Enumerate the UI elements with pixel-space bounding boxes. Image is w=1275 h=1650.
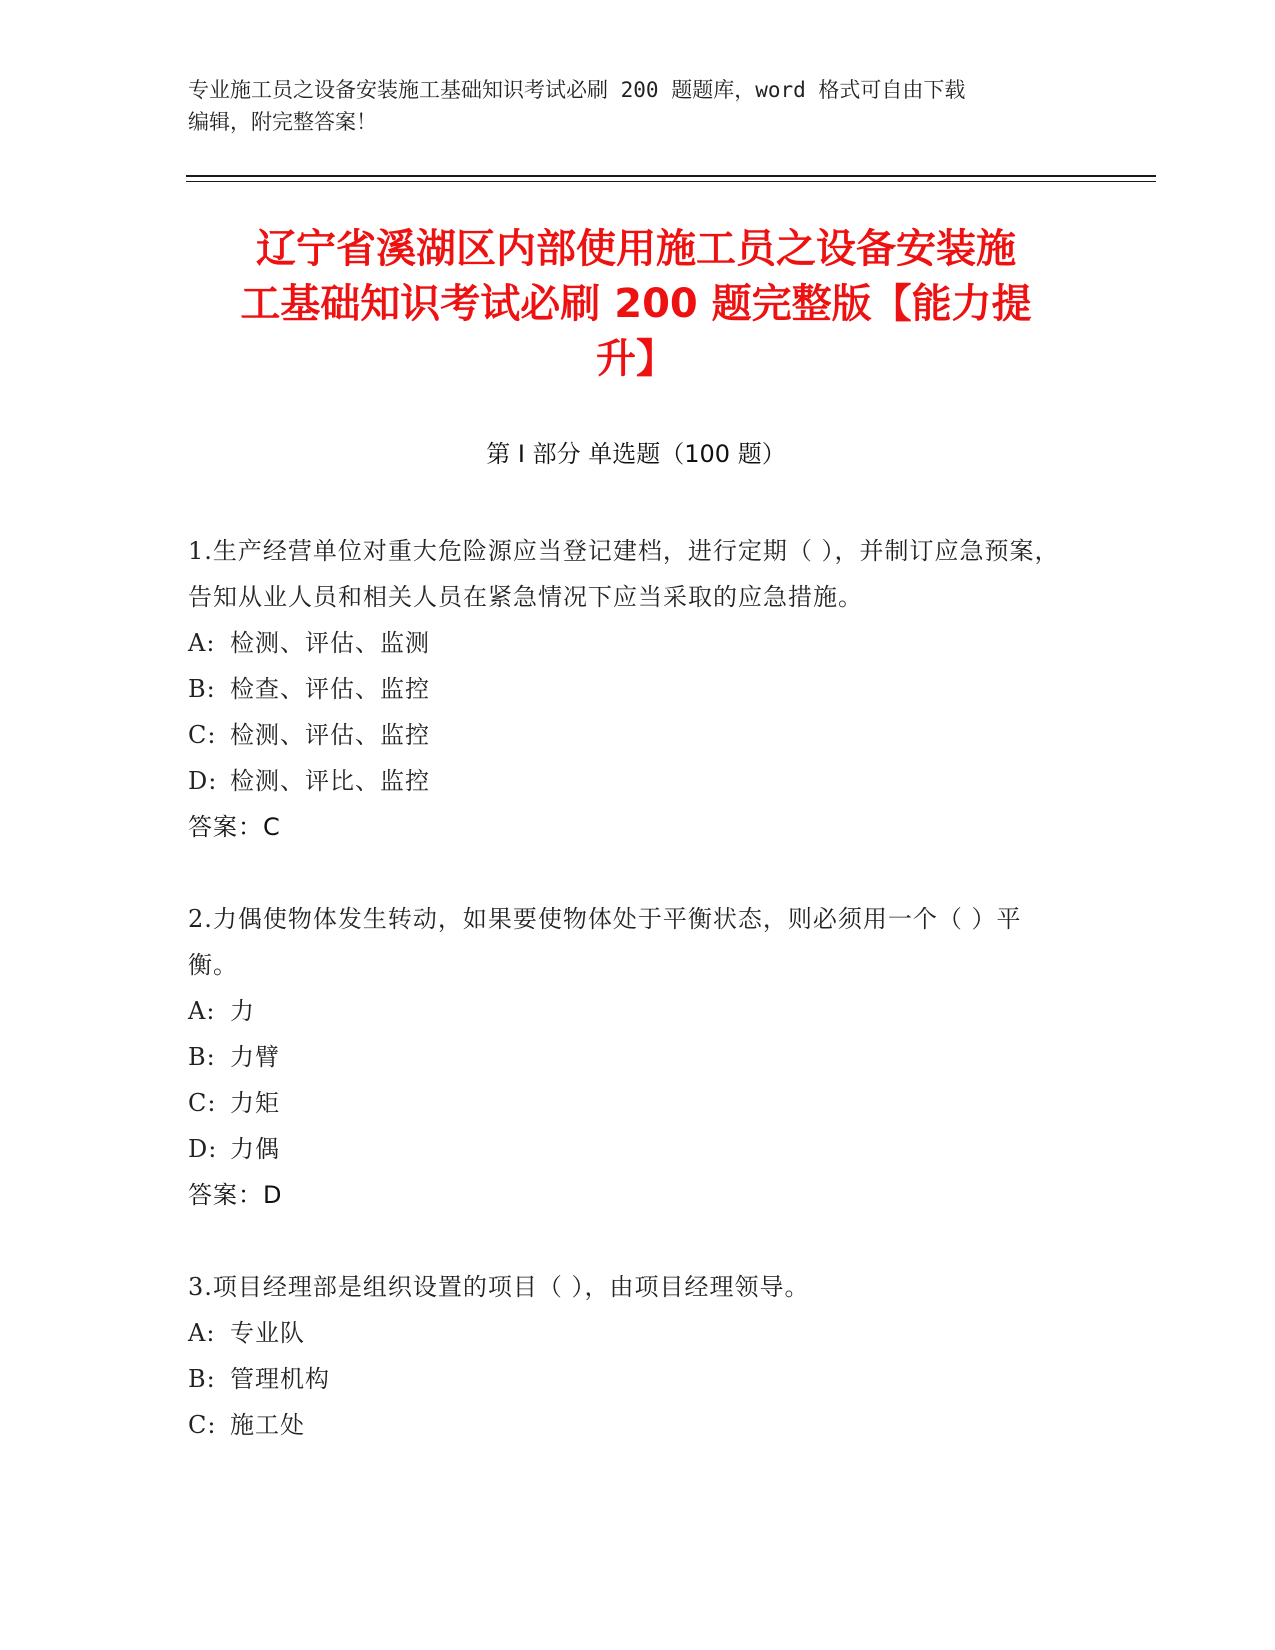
option-text: 检测、评估、监测	[230, 629, 430, 657]
answer-line: 答案：D	[188, 1181, 283, 1209]
header-note-line-1: 专业施工员之设备安装施工基础知识考试必刷 200 题题库，word 格式可自由下载	[188, 78, 966, 102]
option-b	[188, 1356, 1068, 1402]
option-text: 专业队	[230, 1319, 305, 1347]
option-letter: A:	[188, 629, 216, 657]
header-note	[188, 74, 1068, 138]
option-c	[188, 1080, 1068, 1126]
option-letter: A:	[188, 1319, 216, 1347]
document-title-line-3: 升】	[596, 336, 676, 382]
header-note-line-2: 编辑，附完整答案！	[188, 110, 377, 134]
question-spacer	[188, 1218, 1068, 1264]
question-3	[188, 1264, 1068, 1448]
option-b	[188, 1034, 1068, 1080]
option-a	[188, 988, 1068, 1034]
question-2	[188, 896, 1068, 1218]
option-text: 检测、评比、监控	[230, 767, 430, 795]
option-text: 力偶	[230, 1135, 280, 1163]
option-a	[188, 1310, 1068, 1356]
option-c	[188, 712, 1068, 758]
question-spacer	[188, 850, 1068, 896]
option-list	[188, 1310, 1068, 1448]
option-b	[188, 666, 1068, 712]
option-list	[188, 988, 1068, 1172]
option-text: 力矩	[230, 1089, 280, 1117]
question-stem: 2.力偶使物体发生转动，如果要使物体处于平衡状态，则必须用一个（ ）平衡。	[188, 905, 1022, 979]
option-list	[188, 620, 1068, 804]
section-heading: 第 I 部分 单选题（100 题）	[486, 440, 786, 468]
option-letter: D:	[188, 1135, 218, 1163]
question-stem: 3.项目经理部是组织设置的项目（ ），由项目经理领导。	[188, 1273, 810, 1301]
option-letter: D:	[188, 767, 218, 795]
option-text: 检测、评估、监控	[230, 721, 430, 749]
option-text: 施工处	[230, 1411, 305, 1439]
header-rule-thin	[186, 181, 1156, 182]
document-title-line-2: 工基础知识考试必刷 200 题完整版【能力提	[240, 281, 1032, 327]
option-text: 力臂	[230, 1043, 280, 1071]
question-1	[188, 528, 1068, 850]
question-list	[188, 528, 1068, 1448]
option-c	[188, 1402, 1068, 1448]
option-a	[188, 620, 1068, 666]
option-text: 管理机构	[230, 1365, 330, 1393]
option-letter: C:	[188, 1089, 217, 1117]
answer-line: 答案：C	[188, 813, 281, 841]
header-rule-thick	[186, 175, 1156, 177]
option-letter: B:	[188, 675, 216, 703]
option-letter: C:	[188, 721, 217, 749]
option-letter: A:	[188, 997, 216, 1025]
option-text: 检查、评估、监控	[230, 675, 430, 703]
document-title-line-1: 辽宁省溪湖区内部使用施工员之设备安装施	[256, 226, 1016, 272]
option-text: 力	[230, 997, 255, 1025]
option-d	[188, 758, 1068, 804]
option-letter: B:	[188, 1365, 216, 1393]
option-d	[188, 1126, 1068, 1172]
document-title	[186, 222, 1086, 387]
question-stem: 1.生产经营单位对重大危险源应当登记建档，进行定期（ ），并制订应急预案，告知从业人员和相关人员在紧急情况下应当采取的应急措施。	[188, 537, 1060, 611]
option-letter: B:	[188, 1043, 216, 1071]
option-letter: C:	[188, 1411, 217, 1439]
